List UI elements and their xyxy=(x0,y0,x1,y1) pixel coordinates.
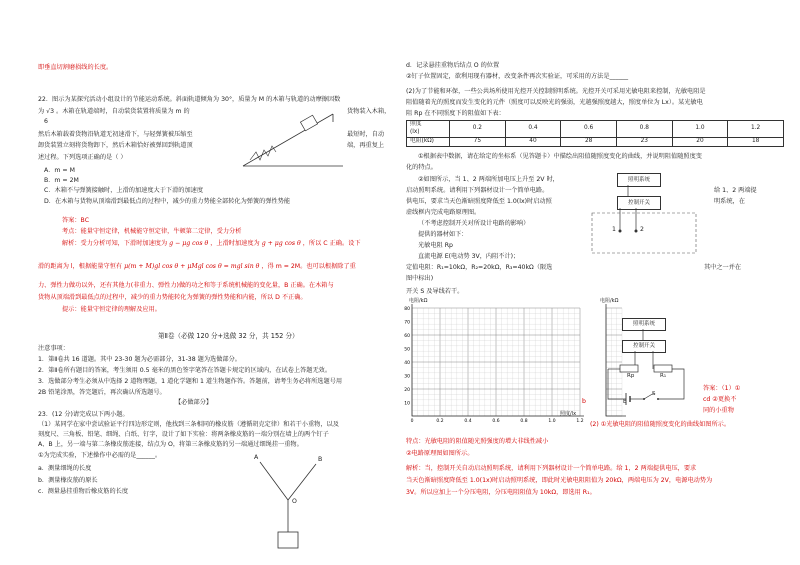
graph-y-label: 电阻/kΩ xyxy=(409,298,428,304)
table-row xyxy=(407,121,784,138)
q22-line3: 然后木箱载着货物沿轨道无初速滑下，与轻弹簧被压缩至 xyxy=(38,131,193,138)
q22-line2a xyxy=(38,108,190,116)
table-cell: 75 xyxy=(450,137,506,146)
analysis-1: 解析：当，控制开关自动启动照明系统，请利用下列器材设计一个简单电路。给 1，2 两端提供电压，要求 xyxy=(406,465,697,472)
table-cell: 20 xyxy=(672,137,728,146)
q22-line4: 卸货装置立刻将货物卸下，然后木箱恰好被弹回到轨道顶 xyxy=(38,142,193,149)
y-tick-label: 80 xyxy=(404,307,410,312)
table-cell: 0.4 xyxy=(505,121,561,138)
sub2-2b: 给 1、2 两端提 xyxy=(714,187,757,194)
note-4: 2B 铅笔涂黑，答完题后，再次确认所选题号。 xyxy=(38,389,166,396)
y-tick-label: 30 xyxy=(404,374,410,380)
graph-x-label: 照度/lx xyxy=(560,411,577,417)
answer-lighting-box: 照明系统 xyxy=(622,318,666,331)
q22-answer: 答案：BC xyxy=(62,217,90,224)
y-tick-label: 40 xyxy=(404,361,410,366)
answer-switch-box: 控制开关 xyxy=(622,340,666,353)
table-cell: 1.0 xyxy=(672,121,728,138)
answer-circuit xyxy=(598,329,698,409)
sub2-11: 开关 S 及导线若干。 xyxy=(406,288,464,295)
p2-line2: 阻值随着光的照度而发生变化的元件（照度可以反映光的强弱，光越强照度越大，照度单位为 Lx）。某光敏电 xyxy=(406,99,703,106)
formula-up: g + μg cos θ xyxy=(261,240,301,247)
x-tick-label: 0.8 xyxy=(520,419,528,424)
mandatory-section: 【必做部分】 xyxy=(175,399,213,406)
q23-line4: A、B 上，另一端与第二条橡皮筋连接，结点为 O，将第三条橡皮筋的另一端通过细绳挂一重物。 xyxy=(38,441,303,448)
analysis-3: 3V。所以应加上一个分压电阻，分压电阻阻值为 10kΩ，即选用 R₁。 xyxy=(406,489,596,496)
note-1: 1．第Ⅱ卷共 16 道题。其中 23-30 题为必需部分，31-38 题为选做部分。 xyxy=(38,356,241,363)
q22-six: 6 xyxy=(44,118,48,125)
an1b: ，上滑时加速度为 xyxy=(210,240,260,247)
q22-analysis-1 xyxy=(62,240,361,248)
x-tick-label: 1.0 xyxy=(548,419,556,424)
table-cell: 1.2 xyxy=(728,121,784,138)
an2b: ，得 m = 2M。也可以根据除了重 xyxy=(261,263,356,270)
an1a: 解析：受力分析可知，下滑时加速度为 xyxy=(62,240,168,247)
answer-side-1: 答案：（1）① xyxy=(703,385,741,392)
sub2-1: ②如图所示，当 1、2 两端所加电压上升至 2V 时， xyxy=(418,176,559,183)
q22-line2c: 货物装入木箱， xyxy=(347,108,391,115)
q23-option-c: c．测量悬挂重物后橡皮筋的长度 xyxy=(38,488,129,495)
lighting-system-box: 照明系统 xyxy=(617,173,661,187)
terminal-1: 1 xyxy=(612,226,616,233)
q22-line5: 述过程。下列选项正确的是（ ） xyxy=(38,154,127,161)
p2-line1: (2)为了节能和环保，一些公共场所使用光控开关控制照明系统。光控开关可采用光敏电阻来控制，光敏电阻是 xyxy=(406,88,706,95)
y-tick-label: 70 xyxy=(404,320,410,326)
sub2-9: 定值电阻：R₁=10kΩ，R₂=20kΩ，R₃=40kΩ（限选 xyxy=(406,264,553,271)
x-tick-label: 0.6 xyxy=(492,419,500,424)
step-d: d．记录悬挂重物后结点 O 的位置 xyxy=(406,62,500,69)
sub2-7: 光敏电阻 Rp xyxy=(418,242,453,249)
q22-sqrt3: √3 xyxy=(46,108,55,115)
q23-option-b: b．测量橡皮筋的原长 xyxy=(38,477,98,484)
q23-option-a: a．测量细绳的长度 xyxy=(38,465,92,472)
formula-energy: μ(m + M)gl cos θ + μMgl cos θ = mgl sin θ xyxy=(124,263,260,270)
table-cell: 0.6 xyxy=(561,121,617,138)
q23-line3: 刻度尺、三角板、铅笔、细绳、白纸、钉字，设计了如下实验：将两条橡皮筋的一端分别在墙上的两个钉子 xyxy=(38,431,329,438)
control-switch-box: 控制开关 xyxy=(617,196,661,210)
table-cell: 28 xyxy=(561,137,617,146)
r1-label: R₁ xyxy=(660,373,667,379)
resistance-table xyxy=(406,120,784,147)
control-wiring xyxy=(590,185,700,255)
sub2-3: 供电压，要求当天色渐暗照度降低至 1.0(lx)时启动照 xyxy=(406,198,552,205)
answer-side-3: 同的小重物 xyxy=(703,407,734,414)
q22-line1: 22．图示为某探究活动小组设计的节能运动系统。斜面轨道倾角为 30°，质量为 M 的木箱与轨道的动摩擦因数 xyxy=(38,96,341,103)
sub2-9b: 其中之一并在 xyxy=(704,264,742,271)
sub2-4: 虚线框内完成电路原理图。 xyxy=(406,209,481,216)
q23-part2-question: ②钉子位置固定，欲利用现有器材，改变条件再次实验证，可采用的方法是______ xyxy=(406,73,629,80)
answer-side-2: cd ②更换不 xyxy=(703,396,737,403)
y-tick-label: 10 xyxy=(404,401,410,407)
table-header-res: 电阻(kΩ) xyxy=(407,137,450,146)
x-tick-label: 1.2 xyxy=(576,419,584,424)
sub1-b: 化的特点。 xyxy=(406,164,437,171)
x-tick-label: 0.2 xyxy=(436,419,444,424)
an2a: 滑的距离为 l，根据能量守恒有 xyxy=(38,263,123,270)
y-tick-label: 20 xyxy=(404,388,410,393)
graph-b-label: b xyxy=(582,398,586,405)
resistance-graph xyxy=(398,298,608,426)
x-tick-label: 0 xyxy=(410,419,414,424)
formula-down: g − μg cos θ xyxy=(169,240,209,247)
terminal-2: 2 xyxy=(640,226,644,233)
sub1: ①根据表中数据，请在给定的坐标系（见答题卡）中描绘出阻值随照度变化的曲线，并说明阻值随照度变 xyxy=(418,153,702,160)
sub2-10: 图中标出) xyxy=(406,275,434,282)
p2-line3: 阻 Rp 在不同照度下的阻值如下表： xyxy=(406,110,505,117)
q22-line4b: 端，再重复上 xyxy=(347,142,385,149)
x-tick-label: 0.4 xyxy=(464,419,472,424)
sub2-5: （不考虑控制开关对所设计电路的影响） xyxy=(418,220,530,227)
table-cell: 23 xyxy=(616,137,672,146)
q22-option-a: A．m = M xyxy=(44,167,75,174)
axis xyxy=(412,304,584,416)
q22-point: 考点：能量守恒定律，机械能守恒定律，牛顿第二定律，受力分析 xyxy=(62,228,242,235)
e-label: E xyxy=(623,399,627,405)
q23-line1: 23．(12 分)请完成以下两小题。 xyxy=(38,411,129,418)
note-3: 3．选做部分考生必须从中选择 2 道物理题，1 道化学题和 1 道生物题作答。答题前，请考生务必将所选题号用 xyxy=(38,378,343,385)
circuit-note: ②电路原理图如图所示。 xyxy=(406,450,474,457)
q22-tip: 提示：能量守恒定律的理解及应用。 xyxy=(62,306,161,313)
rubber-band-diagram xyxy=(248,450,328,560)
feature: 特点：光敏电阻的阻值随光照强度的增大非线性减小 xyxy=(406,438,549,445)
q22-analysis-4: 货物从顶端滑到最低点的过程中，减少的重力势能转化为弹簧的弹性势能和内能，所以 D 不正确。 xyxy=(38,294,307,301)
rp-label: Rp xyxy=(627,373,635,379)
label-a: A xyxy=(254,454,259,461)
notes-title: 注意事项： xyxy=(38,345,69,352)
q22-line3b: 最短时，自动 xyxy=(347,131,385,138)
q22-analysis-2 xyxy=(38,263,356,271)
q22-option-b: B．m = 2M xyxy=(44,177,79,184)
s-label: S xyxy=(652,391,656,397)
label-o: O xyxy=(292,498,297,505)
table-cell: 0.2 xyxy=(450,121,506,138)
sub2-2: 启动照明系统。请利用下列器材设计一个简单电路。 xyxy=(406,187,549,194)
incline-diagram xyxy=(238,108,348,170)
q22-analysis-3: 力、弹性力做功以外，还有其他力(非重力、弹性力)做的功之和等于系统机械能的变化量，B 正确。在木箱与 xyxy=(38,282,334,289)
th-lux-unit: (lx) xyxy=(410,128,420,135)
q23-line2: （1）某同学在家中尝试验证平行四边形定则，他找到三条相同的橡皮筋（遵循胡克定律）和若干小重物，以及 xyxy=(38,421,339,428)
table-cell: 0.8 xyxy=(616,121,672,138)
sub2-6: 提供的器材如下： xyxy=(418,231,468,238)
graph2-y-label: 电阻/kΩ xyxy=(600,298,619,304)
q23-line5: ①为完成实验，下述操作中必需的是______。 xyxy=(38,452,162,459)
sub2-3b: 明系统，在 xyxy=(714,198,745,205)
y-tick-label: 50 xyxy=(404,347,410,353)
table-cell: 18 xyxy=(728,137,784,146)
top-red-note: 即垂直切割磨损线的长度。 xyxy=(38,64,113,71)
q22-option-d: D．在木箱与货物从顶端滑到最低点的过程中，减少的重力势能全部转化为弹簧的弹性势能 xyxy=(44,198,291,205)
y-tick-label: 60 xyxy=(404,334,410,339)
note-2: 2．第Ⅱ卷所有题目的答案，考生须用 0.5 毫米的黑色签字笔答在答题卡规定的区域内，在试卷上答题无效。 xyxy=(38,367,332,374)
table-row xyxy=(407,137,784,146)
analysis-2: 当天色渐暗照度降低至 1.0(1x)时启动照明系统，即此时光敏电阻阻值为 20kΩ，两端电压为 2V，电源电动势为 xyxy=(406,477,713,484)
th-lux: 照度 xyxy=(410,121,422,127)
answer-caption: (2) ①光敏电阻的阻值随照度变化的曲线如图所示。 xyxy=(590,421,731,428)
volume-2-title: 第Ⅱ卷（必做 120 分+选做 32 分，共 152 分） xyxy=(158,332,299,340)
label-b: B xyxy=(318,456,323,463)
table-header-lux xyxy=(407,121,450,138)
q22-line2b: 。木箱在轨道端时，自动装货装置将质量为 m 的 xyxy=(56,108,190,115)
an1c: ，所以 C 正确。设下 xyxy=(302,240,361,247)
sub2-8: 直流电源 E(电动势 3V，内阻不计)； xyxy=(418,253,520,260)
table-cell: 40 xyxy=(505,137,561,146)
q22-wei: 为 xyxy=(38,108,45,115)
q22-option-c: C．木箱不与弹簧接触时，上滑的加速度大于下滑的加速度 xyxy=(44,187,204,194)
